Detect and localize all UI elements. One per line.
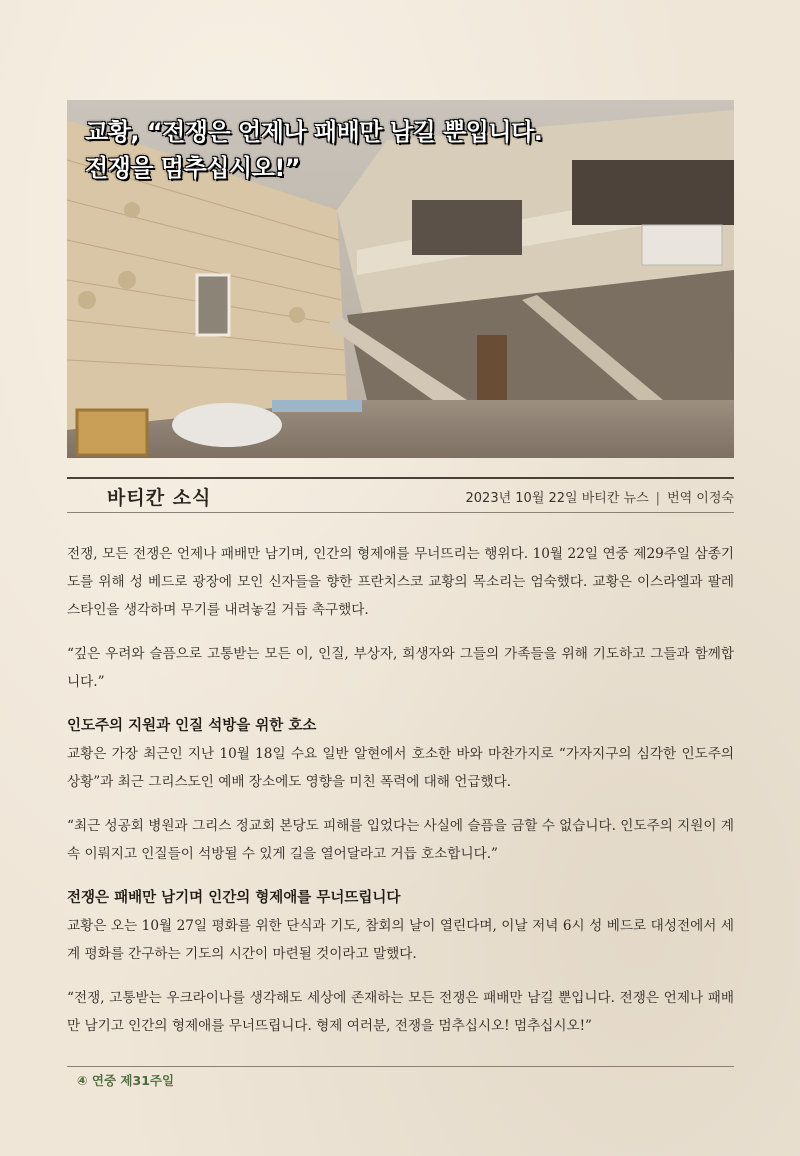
footer-rule bbox=[67, 1066, 734, 1067]
headline-line-2: 전쟁을 멈추십시오!” bbox=[85, 154, 301, 182]
paragraph-quote-3: “전쟁, 고통받는 우크라이나를 생각해도 세상에 존재하는 모든 전쟁은 패배만 남길 뿐입니다. 전쟁은 언제나 패배만 남기고 인간의 형제애를 무너뜨립니다. 형제 여러분, 전쟁을 멈추십시오! 멈추십시오!” bbox=[67, 990, 734, 1034]
date-source: 2023년 10월 22일 바티칸 뉴스 bbox=[465, 491, 649, 506]
article-body bbox=[67, 540, 734, 1056]
byline-separator: | bbox=[655, 491, 661, 506]
paragraph-quote-1: “깊은 우려와 슬픔으로 고통받는 모든 이, 인질, 부상자, 희생자와 그들의 가족들을 위해 기도하고 그들과 함께합니다.” bbox=[67, 646, 734, 690]
hero-headline bbox=[85, 114, 542, 186]
headline-line-1: 교황, “전쟁은 언제나 패배만 남길 뿐입니다. bbox=[85, 118, 543, 146]
byline bbox=[466, 487, 735, 506]
paragraph-humanitarian: 교황은 가장 최근인 지난 10월 18일 수요 일반 알현에서 호소한 바와 마찬가지로 “가자지구의 심각한 인도주의 상황”과 최근 그리스도인 예배 장소에도 영향을 미친 폭력에 대해 언급했다. bbox=[67, 746, 734, 790]
section-title: 바티칸 소식 bbox=[107, 487, 212, 509]
hero-photo bbox=[67, 100, 734, 458]
paragraph-quote-2: “최근 성공회 병원과 그리스 정교회 본당도 피해를 입었다는 사실에 슬픔을 금할 수 없습니다. 인도주의 지원이 계속 이뤄지고 인질들이 석방될 수 있게 길을 열어달라고 거듭 호소합니다.” bbox=[67, 818, 735, 862]
paragraph-prayer-day: 교황은 오는 10월 27일 평화를 위한 단식과 기도, 참회의 날이 열린다며, 이날 저녁 6시 성 베드로 대성전에서 세계 평화를 간구하는 기도의 시간이 마련될 것이라고 말했다. bbox=[67, 918, 734, 962]
header-bottom-rule bbox=[67, 512, 734, 513]
subheading-war: 전쟁은 패배만 남기며 인간의 형제애를 무너뜨립니다 bbox=[67, 890, 401, 906]
subheading-humanitarian: 인도주의 지원과 인질 석방을 위한 호소 bbox=[67, 718, 317, 734]
page-footer-label: ④ 연중 제31주일 bbox=[77, 1073, 175, 1088]
paragraph-intro: 전쟁, 모든 전쟁은 언제나 패배만 남기며, 인간의 형제애를 무너뜨리는 행위다. 10월 22일 연중 제29주일 삼종기도를 위해 성 베드로 광장에 모인 신자들을 향한 프란치스코 교황의 목소리는 엄숙했다. 교황은 이스라엘과 팔레스타인을 생각하며 무기를 내려놓길 거듭 촉구했다. bbox=[67, 546, 734, 618]
section-header bbox=[67, 478, 734, 514]
translator: 번역 이정숙 bbox=[667, 491, 734, 506]
